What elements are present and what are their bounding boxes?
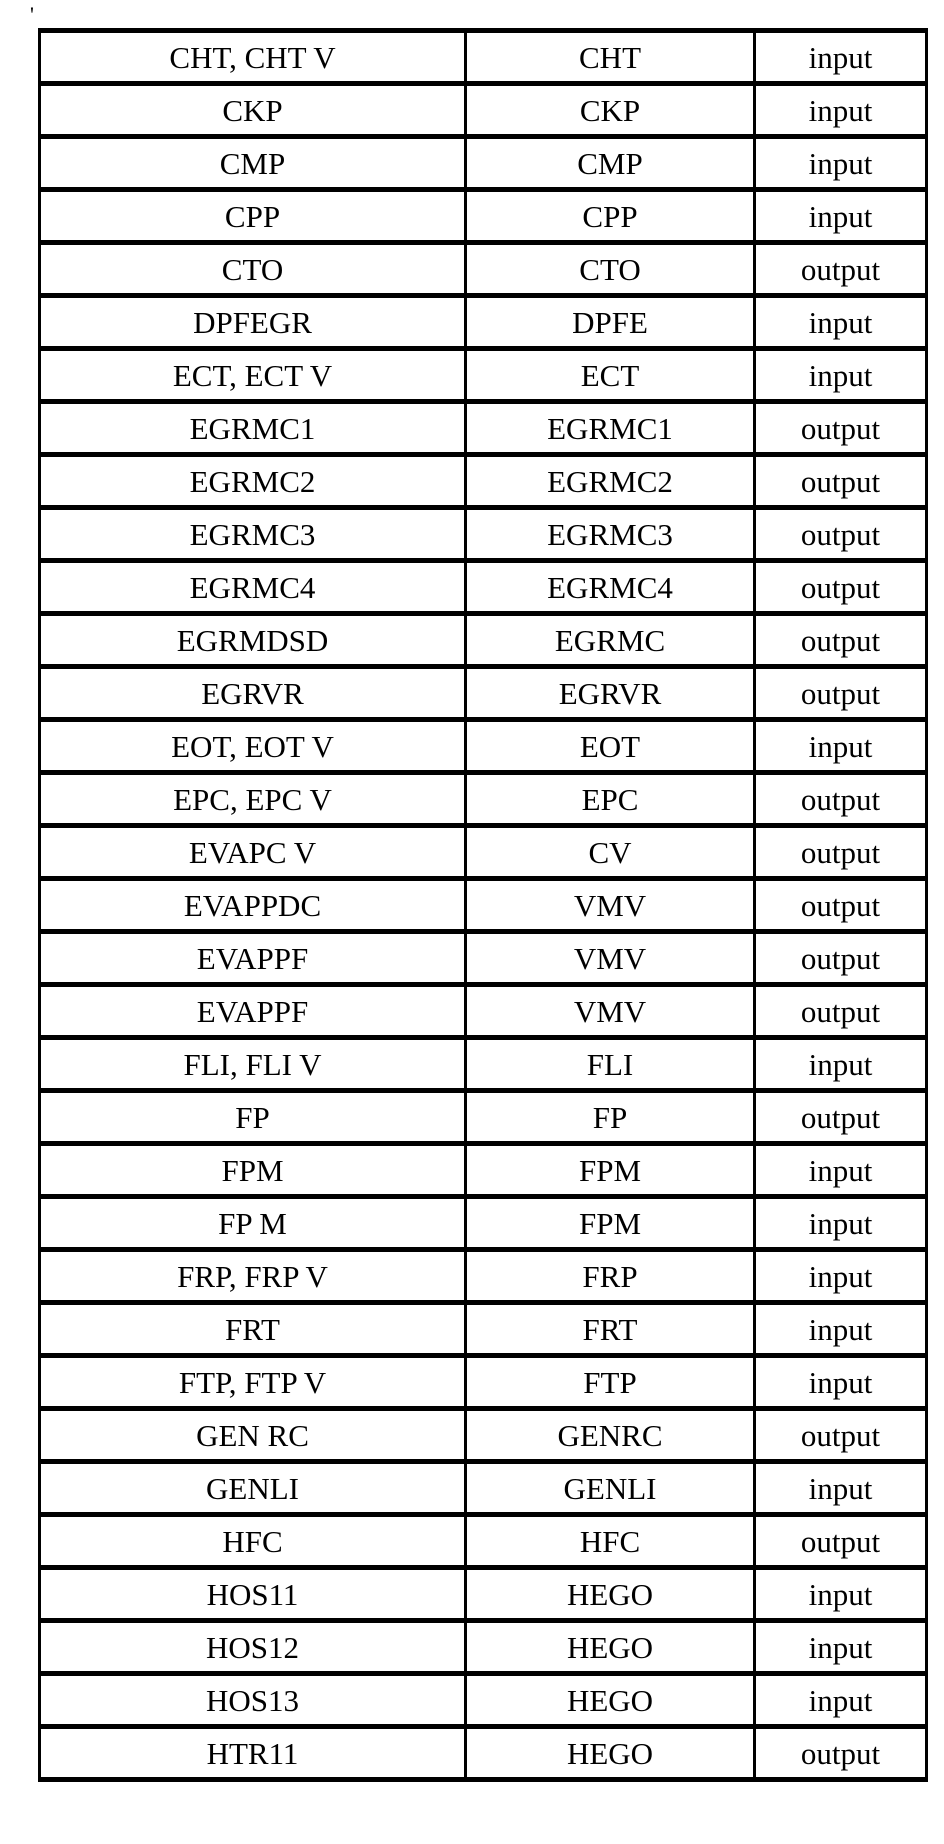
table-row xyxy=(40,31,927,84)
signal-table-body xyxy=(40,31,927,1780)
table-row xyxy=(40,985,927,1038)
direction-cell: input xyxy=(755,1356,927,1409)
signal-name-cell: EOT, EOT V xyxy=(40,720,466,773)
direction-cell: input xyxy=(755,1621,927,1674)
signal-name-cell: HTR11 xyxy=(40,1727,466,1780)
table-row xyxy=(40,137,927,190)
direction-cell: output xyxy=(755,667,927,720)
direction-cell: output xyxy=(755,985,927,1038)
device-abbreviation-cell: HEGO xyxy=(466,1621,755,1674)
table-row xyxy=(40,1038,927,1091)
device-abbreviation-cell: CTO xyxy=(466,243,755,296)
signal-name-cell: FP xyxy=(40,1091,466,1144)
direction-cell: output xyxy=(755,614,927,667)
device-abbreviation-cell: HFC xyxy=(466,1515,755,1568)
direction-cell: input xyxy=(755,1303,927,1356)
device-abbreviation-cell: VMV xyxy=(466,985,755,1038)
signal-name-cell: EVAPPDC xyxy=(40,879,466,932)
device-abbreviation-cell: ECT xyxy=(466,349,755,402)
device-abbreviation-cell: FRP xyxy=(466,1250,755,1303)
device-abbreviation-cell: CV xyxy=(466,826,755,879)
table-row xyxy=(40,1356,927,1409)
signal-name-cell: EGRMC1 xyxy=(40,402,466,455)
direction-cell: output xyxy=(755,773,927,826)
table-row xyxy=(40,1091,927,1144)
direction-cell: output xyxy=(755,1515,927,1568)
device-abbreviation-cell: EGRMC4 xyxy=(466,561,755,614)
signal-name-cell: FLI, FLI V xyxy=(40,1038,466,1091)
device-abbreviation-cell: CPP xyxy=(466,190,755,243)
device-abbreviation-cell: EOT xyxy=(466,720,755,773)
device-abbreviation-cell: FP xyxy=(466,1091,755,1144)
device-abbreviation-cell: FLI xyxy=(466,1038,755,1091)
table-row xyxy=(40,1303,927,1356)
direction-cell: input xyxy=(755,296,927,349)
signal-name-cell: CKP xyxy=(40,84,466,137)
signal-name-cell: CTO xyxy=(40,243,466,296)
signal-name-cell: FRP, FRP V xyxy=(40,1250,466,1303)
signal-name-cell: GENLI xyxy=(40,1462,466,1515)
signal-name-cell: EVAPC V xyxy=(40,826,466,879)
table-row xyxy=(40,1250,927,1303)
signal-name-cell: CMP xyxy=(40,137,466,190)
direction-cell: output xyxy=(755,1091,927,1144)
signal-name-cell: DPFEGR xyxy=(40,296,466,349)
direction-cell: input xyxy=(755,190,927,243)
direction-cell: input xyxy=(755,137,927,190)
table-row xyxy=(40,190,927,243)
direction-cell: input xyxy=(755,720,927,773)
direction-cell: output xyxy=(755,826,927,879)
signal-name-cell: FTP, FTP V xyxy=(40,1356,466,1409)
device-abbreviation-cell: FPM xyxy=(466,1197,755,1250)
signal-name-cell: FPM xyxy=(40,1144,466,1197)
device-abbreviation-cell: VMV xyxy=(466,932,755,985)
table-row xyxy=(40,1409,927,1462)
table-row xyxy=(40,402,927,455)
direction-cell: input xyxy=(755,349,927,402)
table-row xyxy=(40,455,927,508)
table-row xyxy=(40,720,927,773)
direction-cell: output xyxy=(755,879,927,932)
signal-name-cell: HOS12 xyxy=(40,1621,466,1674)
direction-cell: output xyxy=(755,455,927,508)
device-abbreviation-cell: FRT xyxy=(466,1303,755,1356)
device-abbreviation-cell: EGRVR xyxy=(466,667,755,720)
device-abbreviation-cell: HEGO xyxy=(466,1674,755,1727)
signal-name-cell: EGRVR xyxy=(40,667,466,720)
signal-name-cell: EGRMC4 xyxy=(40,561,466,614)
device-abbreviation-cell: EGRMC xyxy=(466,614,755,667)
direction-cell: input xyxy=(755,84,927,137)
direction-cell: input xyxy=(755,1144,927,1197)
table-row xyxy=(40,508,927,561)
table-row xyxy=(40,614,927,667)
direction-cell: output xyxy=(755,1727,927,1780)
signal-name-cell: ECT, ECT V xyxy=(40,349,466,402)
device-abbreviation-cell: HEGO xyxy=(466,1568,755,1621)
device-abbreviation-cell: CMP xyxy=(466,137,755,190)
table-row xyxy=(40,243,927,296)
signal-mapping-table xyxy=(38,28,928,1782)
direction-cell: input xyxy=(755,31,927,84)
signal-name-cell: GEN RC xyxy=(40,1409,466,1462)
table-row xyxy=(40,84,927,137)
signal-name-cell: HOS11 xyxy=(40,1568,466,1621)
device-abbreviation-cell: EGRMC3 xyxy=(466,508,755,561)
direction-cell: output xyxy=(755,561,927,614)
table-row xyxy=(40,1727,927,1780)
direction-cell: output xyxy=(755,508,927,561)
table-row xyxy=(40,1621,927,1674)
signal-name-cell: EVAPPF xyxy=(40,932,466,985)
signal-name-cell: HOS13 xyxy=(40,1674,466,1727)
device-abbreviation-cell: EPC xyxy=(466,773,755,826)
direction-cell: input xyxy=(755,1568,927,1621)
direction-cell: output xyxy=(755,243,927,296)
table-row xyxy=(40,826,927,879)
direction-cell: output xyxy=(755,402,927,455)
table-row xyxy=(40,773,927,826)
table-row xyxy=(40,879,927,932)
signal-name-cell: EVAPPF xyxy=(40,985,466,1038)
table-row xyxy=(40,1515,927,1568)
table-row xyxy=(40,1674,927,1727)
device-abbreviation-cell: EGRMC2 xyxy=(466,455,755,508)
table-row xyxy=(40,1462,927,1515)
table-row xyxy=(40,667,927,720)
device-abbreviation-cell: FPM xyxy=(466,1144,755,1197)
direction-cell: input xyxy=(755,1674,927,1727)
direction-cell: output xyxy=(755,932,927,985)
direction-cell: input xyxy=(755,1462,927,1515)
table-row xyxy=(40,1144,927,1197)
table-row xyxy=(40,932,927,985)
signal-name-cell: EGRMDSD xyxy=(40,614,466,667)
device-abbreviation-cell: GENRC xyxy=(466,1409,755,1462)
device-abbreviation-cell: CHT xyxy=(466,31,755,84)
direction-cell: output xyxy=(755,1409,927,1462)
signal-name-cell: FP M xyxy=(40,1197,466,1250)
device-abbreviation-cell: VMV xyxy=(466,879,755,932)
scan-artifact-mark: ' xyxy=(30,2,34,27)
table-row xyxy=(40,349,927,402)
table-row xyxy=(40,1197,927,1250)
device-abbreviation-cell: EGRMC1 xyxy=(466,402,755,455)
signal-name-cell: EGRMC3 xyxy=(40,508,466,561)
device-abbreviation-cell: HEGO xyxy=(466,1727,755,1780)
direction-cell: input xyxy=(755,1250,927,1303)
signal-name-cell: EPC, EPC V xyxy=(40,773,466,826)
direction-cell: input xyxy=(755,1038,927,1091)
device-abbreviation-cell: DPFE xyxy=(466,296,755,349)
table-row xyxy=(40,561,927,614)
signal-name-cell: HFC xyxy=(40,1515,466,1568)
signal-name-cell: FRT xyxy=(40,1303,466,1356)
direction-cell: input xyxy=(755,1197,927,1250)
signal-name-cell: CHT, CHT V xyxy=(40,31,466,84)
table-row xyxy=(40,1568,927,1621)
table-row xyxy=(40,296,927,349)
signal-name-cell: CPP xyxy=(40,190,466,243)
device-abbreviation-cell: FTP xyxy=(466,1356,755,1409)
device-abbreviation-cell: CKP xyxy=(466,84,755,137)
device-abbreviation-cell: GENLI xyxy=(466,1462,755,1515)
signal-name-cell: EGRMC2 xyxy=(40,455,466,508)
